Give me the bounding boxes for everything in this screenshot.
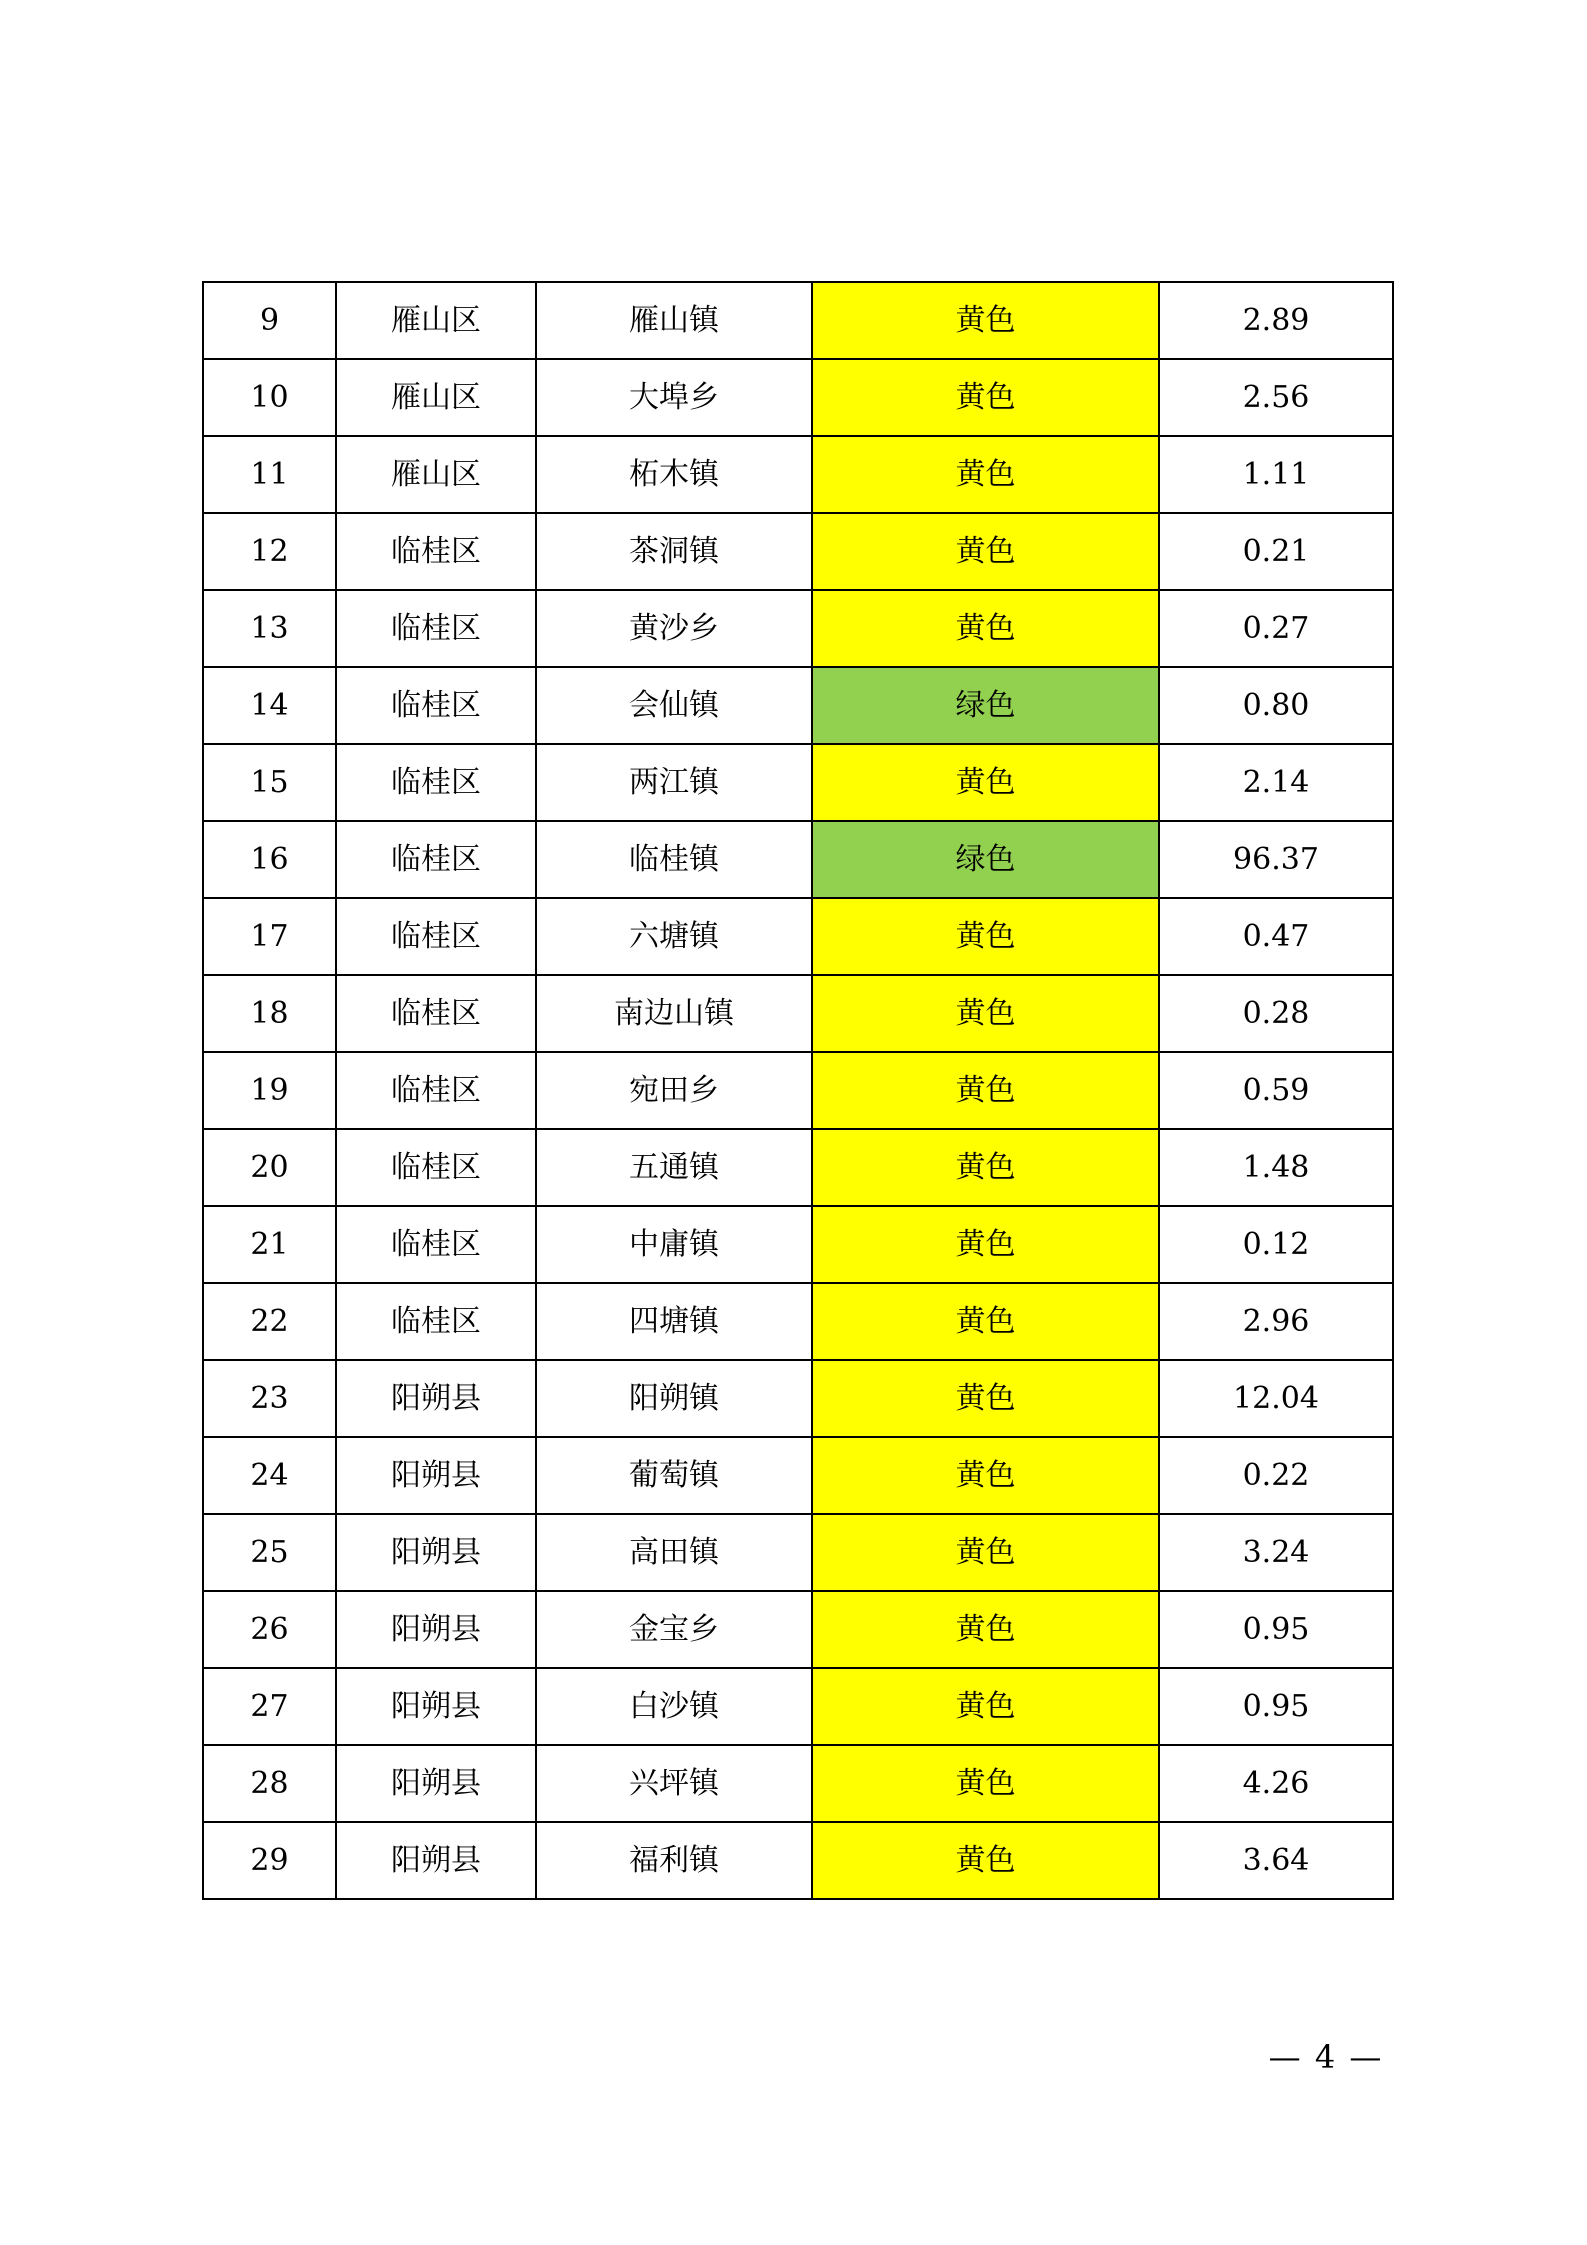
level-cell: 黄色 [812,1360,1159,1437]
row-number-cell: 29 [203,1822,336,1899]
town-level-table [202,281,1394,1900]
row-number-cell: 28 [203,1745,336,1822]
value-cell: 0.95 [1159,1668,1393,1745]
table-row [203,1206,1393,1283]
value-cell: 2.96 [1159,1283,1393,1360]
row-number-cell: 10 [203,359,336,436]
row-number-cell: 26 [203,1591,336,1668]
town-cell: 福利镇 [536,1822,812,1899]
level-cell: 黄色 [812,359,1159,436]
town-cell: 四塘镇 [536,1283,812,1360]
value-cell: 2.89 [1159,282,1393,359]
row-number-cell: 18 [203,975,336,1052]
district-cell: 临桂区 [336,821,536,898]
value-cell: 0.59 [1159,1052,1393,1129]
value-cell: 1.11 [1159,436,1393,513]
district-cell: 临桂区 [336,1283,536,1360]
row-number-cell: 27 [203,1668,336,1745]
value-cell: 0.80 [1159,667,1393,744]
town-cell: 金宝乡 [536,1591,812,1668]
town-cell: 雁山镇 [536,282,812,359]
town-cell: 南边山镇 [536,975,812,1052]
row-number-cell: 9 [203,282,336,359]
town-cell: 五通镇 [536,1129,812,1206]
table-row [203,590,1393,667]
town-cell: 葡萄镇 [536,1437,812,1514]
district-cell: 临桂区 [336,975,536,1052]
level-cell: 黄色 [812,1668,1159,1745]
value-cell: 12.04 [1159,1360,1393,1437]
district-cell: 临桂区 [336,1206,536,1283]
row-number-cell: 13 [203,590,336,667]
district-cell: 临桂区 [336,1129,536,1206]
town-cell: 黄沙乡 [536,590,812,667]
level-cell: 绿色 [812,821,1159,898]
town-cell: 兴坪镇 [536,1745,812,1822]
district-cell: 阳朔县 [336,1745,536,1822]
town-cell: 高田镇 [536,1514,812,1591]
district-cell: 雁山区 [336,359,536,436]
table-row [203,359,1393,436]
district-cell: 阳朔县 [336,1514,536,1591]
value-cell: 0.95 [1159,1591,1393,1668]
value-cell: 2.14 [1159,744,1393,821]
row-number-cell: 21 [203,1206,336,1283]
district-cell: 临桂区 [336,667,536,744]
town-cell: 两江镇 [536,744,812,821]
table-row [203,1052,1393,1129]
level-cell: 黄色 [812,590,1159,667]
page-number: — 4 — [1268,2038,1384,2076]
level-cell: 黄色 [812,1591,1159,1668]
value-cell: 0.27 [1159,590,1393,667]
level-cell: 黄色 [812,1206,1159,1283]
district-cell: 临桂区 [336,898,536,975]
value-cell: 3.24 [1159,1514,1393,1591]
town-cell: 大埠乡 [536,359,812,436]
table-row [203,1745,1393,1822]
level-cell: 黄色 [812,436,1159,513]
level-cell: 黄色 [812,1745,1159,1822]
table-row [203,1283,1393,1360]
table-row [203,1822,1393,1899]
table-row [203,744,1393,821]
value-cell: 0.22 [1159,1437,1393,1514]
value-cell: 96.37 [1159,821,1393,898]
district-cell: 临桂区 [336,744,536,821]
town-cell: 临桂镇 [536,821,812,898]
level-cell: 黄色 [812,282,1159,359]
row-number-cell: 22 [203,1283,336,1360]
value-cell: 3.64 [1159,1822,1393,1899]
value-cell: 4.26 [1159,1745,1393,1822]
table-row [203,821,1393,898]
town-cell: 茶洞镇 [536,513,812,590]
town-cell: 白沙镇 [536,1668,812,1745]
level-cell: 黄色 [812,1437,1159,1514]
town-cell: 柘木镇 [536,436,812,513]
district-cell: 临桂区 [336,1052,536,1129]
row-number-cell: 12 [203,513,336,590]
district-cell: 雁山区 [336,282,536,359]
district-cell: 阳朔县 [336,1360,536,1437]
table-row [203,975,1393,1052]
level-cell: 黄色 [812,1514,1159,1591]
row-number-cell: 16 [203,821,336,898]
level-cell: 绿色 [812,667,1159,744]
row-number-cell: 24 [203,1437,336,1514]
value-cell: 0.12 [1159,1206,1393,1283]
table-row [203,1360,1393,1437]
district-cell: 雁山区 [336,436,536,513]
row-number-cell: 19 [203,1052,336,1129]
level-cell: 黄色 [812,1129,1159,1206]
row-number-cell: 17 [203,898,336,975]
town-cell: 会仙镇 [536,667,812,744]
district-cell: 阳朔县 [336,1822,536,1899]
table-row [203,1514,1393,1591]
value-cell: 0.21 [1159,513,1393,590]
town-cell: 六塘镇 [536,898,812,975]
level-cell: 黄色 [812,898,1159,975]
value-cell: 2.56 [1159,359,1393,436]
town-cell: 宛田乡 [536,1052,812,1129]
table-row [203,513,1393,590]
row-number-cell: 20 [203,1129,336,1206]
town-cell: 阳朔镇 [536,1360,812,1437]
town-cell: 中庸镇 [536,1206,812,1283]
table-row [203,1668,1393,1745]
row-number-cell: 25 [203,1514,336,1591]
level-cell: 黄色 [812,1283,1159,1360]
level-cell: 黄色 [812,1822,1159,1899]
table-body [203,282,1393,1899]
table-row [203,1591,1393,1668]
district-cell: 阳朔县 [336,1668,536,1745]
table-row [203,667,1393,744]
district-cell: 临桂区 [336,513,536,590]
table-row [203,1437,1393,1514]
table-row [203,1129,1393,1206]
district-cell: 阳朔县 [336,1591,536,1668]
table-row [203,436,1393,513]
table-row [203,898,1393,975]
row-number-cell: 15 [203,744,336,821]
value-cell: 0.47 [1159,898,1393,975]
level-cell: 黄色 [812,1052,1159,1129]
level-cell: 黄色 [812,975,1159,1052]
district-cell: 临桂区 [336,590,536,667]
value-cell: 1.48 [1159,1129,1393,1206]
level-cell: 黄色 [812,744,1159,821]
district-cell: 阳朔县 [336,1437,536,1514]
level-cell: 黄色 [812,513,1159,590]
value-cell: 0.28 [1159,975,1393,1052]
row-number-cell: 11 [203,436,336,513]
table-row [203,282,1393,359]
row-number-cell: 23 [203,1360,336,1437]
row-number-cell: 14 [203,667,336,744]
